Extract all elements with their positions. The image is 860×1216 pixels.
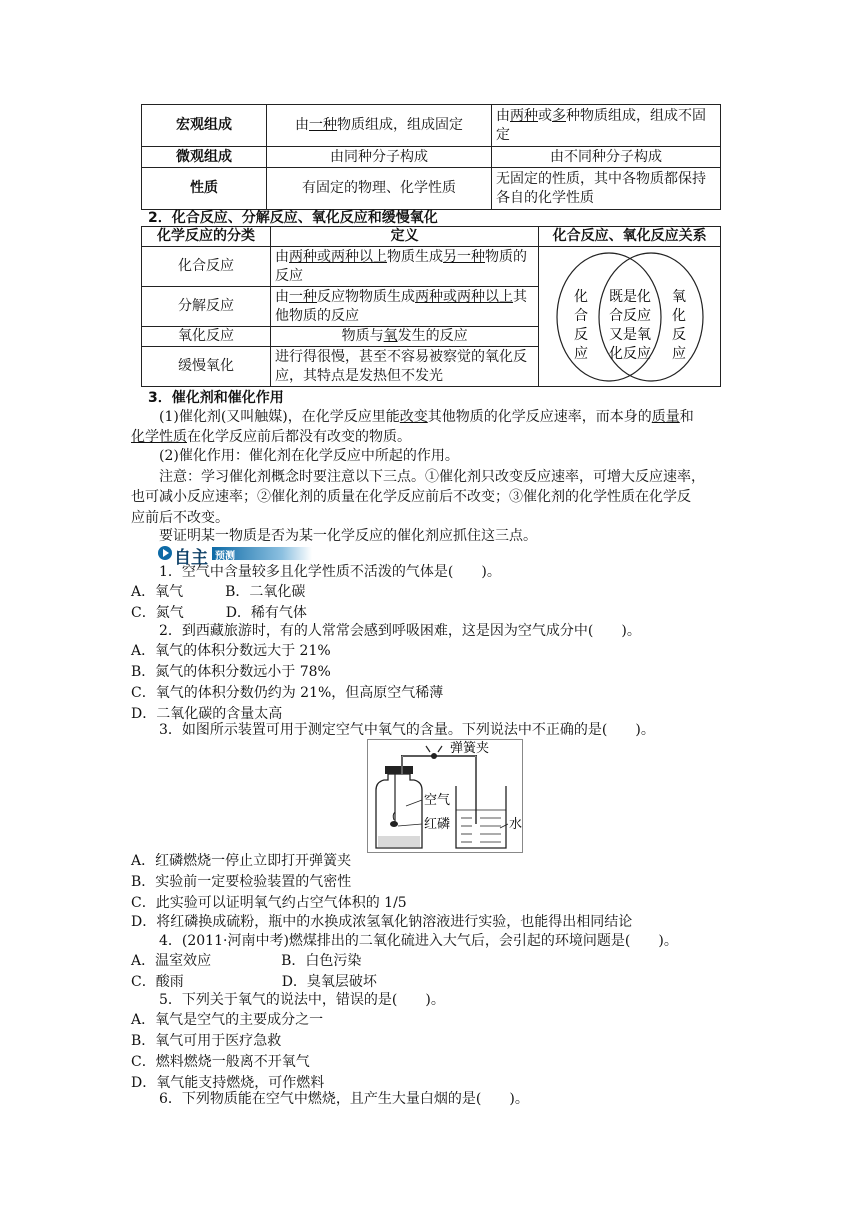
reaction-definition: 由一种反应物物质生成两种或两种以上其他物质的反应 xyxy=(271,287,539,327)
venn-middle-2: 合反应 xyxy=(608,307,651,324)
beaker xyxy=(456,786,506,848)
question-1-stem: 1．空气中含量较多且化学性质不活泼的气体是( )。 xyxy=(159,564,501,580)
row-label: 性质 xyxy=(142,168,267,210)
question-2-option-d: D．二氧化碳的含量太高 xyxy=(131,706,283,722)
question-5-option-c: C．燃料燃烧一般离不开氧气 xyxy=(131,1054,310,1070)
question-3-stem: 3．如图所示装置可用于测定空气中氧气的含量。下列说法中不正确的是( )。 xyxy=(159,722,655,738)
phosphorus-spoon xyxy=(390,821,398,827)
pure-micro-cell: 由同种分子构成 xyxy=(267,147,492,168)
venn-right-1: 氧 xyxy=(671,288,686,305)
venn-right-3: 反 xyxy=(671,326,686,343)
question-5-option-d: D．氧气能支持燃烧，可作燃料 xyxy=(131,1075,325,1091)
row-label: 宏观组成 xyxy=(142,105,267,147)
badge-bar xyxy=(212,547,312,560)
question-3-option-d: D．将红磷换成硫粉，瓶中的水换成浓氢氧化钠溶液进行实验，也能得出相同结论 xyxy=(131,914,633,930)
reaction-definition: 物质与氧发生的反应 xyxy=(271,327,539,347)
pure-macro-cell: 由一种物质组成，组成固定 xyxy=(267,105,492,147)
question-3-option-b: B．实验前一定要检验装置的气密性 xyxy=(131,874,352,890)
venn-diagram xyxy=(541,249,719,385)
question-2-option-a: A．氧气的体积分数远大于 21% xyxy=(131,643,331,659)
badge-sub: 预测 xyxy=(215,551,235,562)
badge-arrow-icon xyxy=(158,546,172,560)
reaction-definition: 由两种或两种以上物质生成另一种物质的反应 xyxy=(271,247,539,287)
mixture-macro-cell: 由两种或多种物质组成，组成不固定 xyxy=(492,105,721,147)
venn-middle-4: 化反应 xyxy=(608,345,651,362)
venn-left-4: 应 xyxy=(573,345,588,362)
note-line-2: 也可减小反应速率；②催化剂的质量在化学反应前后不改变；③催化剂的化学性质在化学反 xyxy=(131,489,691,505)
venn-middle-3: 又是氧 xyxy=(608,326,651,343)
reaction-name: 化合反应 xyxy=(142,247,271,287)
section-3-title: 3．催化剂和催化作用 xyxy=(148,390,284,406)
section-2-title: 2．化合反应、分解反应、氧化反应和缓慢氧化 xyxy=(148,210,438,226)
question-3-option-c: C．此实验可以证明氧气约占空气体积的 1/5 xyxy=(131,895,407,911)
question-5-stem: 5．下列关于氧气的说法中，错误的是( )。 xyxy=(159,992,445,1008)
mixture-micro-cell: 由不同种分子构成 xyxy=(492,147,721,168)
venn-left-2: 合 xyxy=(573,307,588,324)
question-6-stem: 6．下列物质能在空气中燃烧，且产生大量白烟的是( )。 xyxy=(159,1091,529,1107)
row-label: 微观组成 xyxy=(142,147,267,168)
question-2-option-b: B．氮气的体积分数远小于 78% xyxy=(131,664,331,680)
note-line-3: 应前后不改变。 xyxy=(131,510,229,526)
venn-right-2: 化 xyxy=(671,307,686,324)
mixture-comparison-table xyxy=(141,104,721,210)
catalyst-definition-line1: (1)催化剂(又叫触媒)，在化学反应里能改变其他物质的化学反应速率，而本身的质量和 xyxy=(159,409,694,425)
question-3-option-a: A．红磷燃烧一停止立即打开弹簧夹 xyxy=(131,853,352,869)
question-2-option-c: C．氧气的体积分数仍约为 21%，但高原空气稀薄 xyxy=(131,685,444,701)
apparatus-figure xyxy=(367,739,523,853)
catalysis-definition: (2)催化作用：催化剂在化学反应中所起的作用。 xyxy=(159,448,459,464)
stopper xyxy=(385,766,413,774)
reaction-definition: 进行得很慢，甚至不容易被察觉的氧化反应，其特点是发热但不发光 xyxy=(271,347,539,387)
label-water: 水 xyxy=(509,817,522,832)
question-5-option-b: B．氧气可用于医疗急救 xyxy=(131,1033,282,1049)
self-study-badge xyxy=(158,544,312,568)
reaction-name: 缓慢氧化 xyxy=(142,347,271,387)
venn-right-4: 应 xyxy=(671,345,686,362)
note-line-1: 注意：学习催化剂概念时要注意以下三点。①催化剂只改变反应速率，可增大反应速率， xyxy=(159,469,705,485)
bottle-water xyxy=(378,836,420,847)
label-air: 空气 xyxy=(424,793,451,808)
venn-left-1: 化 xyxy=(573,288,588,305)
label-phosphorus: 红磷 xyxy=(424,817,451,832)
label-clip: 弹簧夹 xyxy=(450,741,490,756)
question-4-stem: 4．(2011·河南中考)燃煤排出的二氧化硫进入大气后，会引起的环境问题是( )。 xyxy=(159,933,678,949)
apparatus-diagram xyxy=(368,740,522,852)
mixture-property-cell: 无固定的性质，其中各物质都保持各自的化学性质 xyxy=(492,168,721,210)
badge-main: 自主 xyxy=(174,548,208,568)
venn-cell xyxy=(539,247,721,387)
question-5-option-a: A．氧气是空气的主要成分之一 xyxy=(131,1012,324,1028)
question-1-options-row1: A．氧气 B．二氧化碳 xyxy=(131,584,306,600)
question-4-options-row1: A．温室效应 B．白色污染 xyxy=(131,953,362,969)
clip-icon xyxy=(431,753,437,759)
catalyst-definition-line2: 化学性质在化学反应前后都没有改变的物质。 xyxy=(131,429,411,445)
header-classification: 化学反应的分类 xyxy=(142,227,271,247)
reaction-name: 氧化反应 xyxy=(142,327,271,347)
pure-property-cell: 有固定的物理、化学性质 xyxy=(267,168,492,210)
note-line-4: 要证明某一物质是否为某一化学反应的催化剂应抓住这三点。 xyxy=(159,528,537,544)
header-relation: 化合反应、氧化反应关系 xyxy=(539,227,721,247)
venn-left-3: 反 xyxy=(573,326,588,343)
question-2-stem: 2．到西藏旅游时，有的人常常会感到呼吸困难，这是因为空气成分中( )。 xyxy=(159,623,641,639)
venn-middle-1: 既是化 xyxy=(608,288,651,305)
question-4-options-row2: C．酸雨 D．臭氧层破坏 xyxy=(131,974,377,990)
header-definition: 定义 xyxy=(271,227,539,247)
question-1-options-row2: C．氮气 D．稀有气体 xyxy=(131,605,307,621)
reaction-types-table xyxy=(141,226,721,387)
reaction-name: 分解反应 xyxy=(142,287,271,327)
